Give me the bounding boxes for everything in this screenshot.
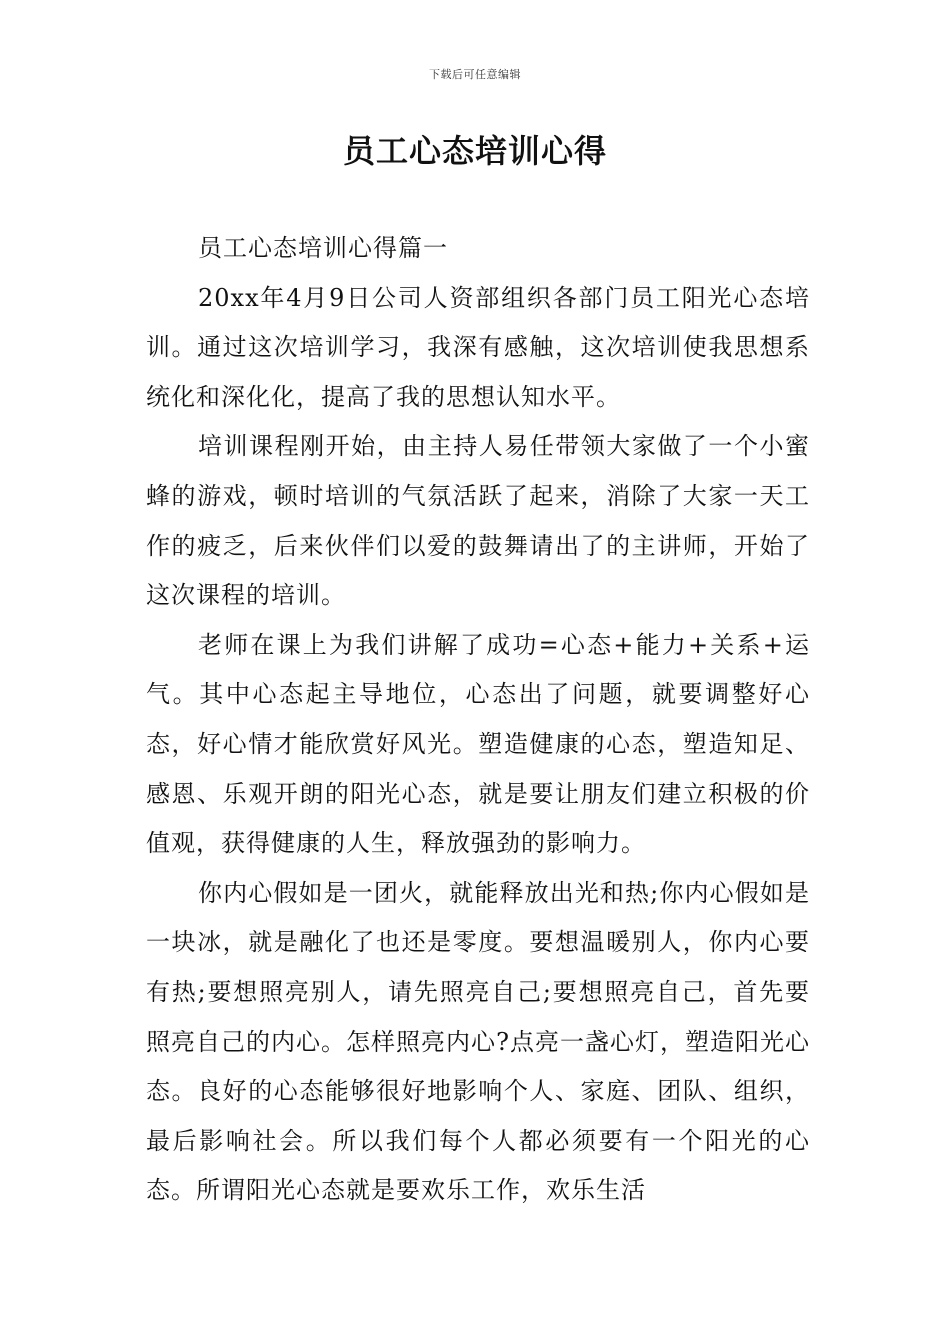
section-heading: 员工心态培训心得篇一 [198,234,448,262]
paragraph-3: 老师在课上为我们讲解了成功=心态+能力+关系+运气。其中心态起主导地位，心态出了问题，就要调整好心态，好心情才能欣赏好风光。塑造健康的心态，塑造知足、感恩、乐观开朗的阳光心态，就是要让朋友们建立积极的价值观，获得健康的人生，释放强劲的影响力。 [146,630,810,858]
paragraph-2: 培训课程刚开始，由主持人易任带领大家做了一个小蜜蜂的游戏，顿时培训的气氛活跃了起来，消除了大家一天工作的疲乏，后来伙伴们以爱的鼓舞请出了的主讲师，开始了这次课程的培训。 [146,432,810,610]
document-body [146,224,810,1216]
document-title: 员工心态培训心得 [342,132,607,170]
paragraph-4: 你内心假如是一团火，就能释放出光和热;你内心假如是一块冰，就是融化了也还是零度。要想温暖别人，你内心要有热;要想照亮别人，请先照亮自己;要想照亮自己，首先要照亮自己的内心。怎样照亮内心?点亮一盏心灯，塑造阳光心态。良好的心态能够很好地影响个人、家庭、团队、组织，最后影响社会。所以我们每个人都必须要有一个阳光的心态。所谓阳光心态就是要欢乐工作，欢乐生活 [146,878,810,1205]
header-note: 下载后可任意编辑 [429,68,521,81]
paragraph-1: 20xx年4月9日公司人资部组织各部门员工阳光心态培训。通过这次培训学习，我深有感触，这次培训使我思想系统化和深化化，提高了我的思想认知水平。 [146,283,810,411]
